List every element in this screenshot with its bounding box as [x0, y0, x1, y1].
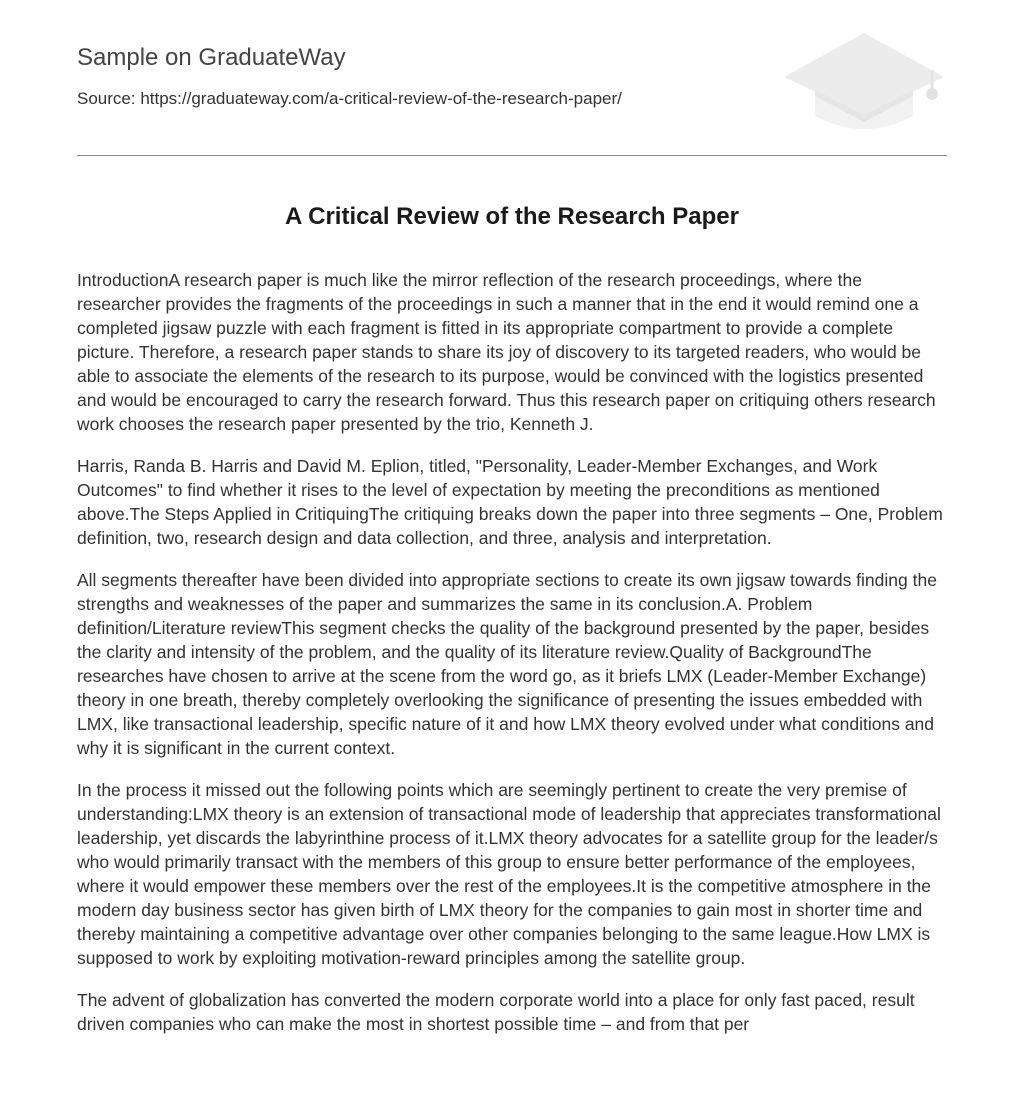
header-divider — [77, 155, 947, 156]
source-line — [77, 89, 622, 109]
article-paragraph: IntroductionA research paper is much like the mirror reflection of the research proceedings, where the researcher provides the fragments of the proceedings in such a manner that in the end it would remind one a completed jigsaw puzzle with each fragment is fitted in its appropriate compartment to provide a complete picture. Therefore, a research paper stands to share its joy of discovery to its targeted readers, who would be able to associate the elements of the research to its purpose, would be convinced with the logistics presented and would be encouraged to carry the research forward. Thus this research paper on critiquing others research work chooses the research paper presented by the trio, Kenneth J. — [77, 270, 936, 434]
article-body — [77, 268, 947, 1054]
graduation-cap-icon — [782, 30, 947, 134]
article-paragraph: Harris, Randa B. Harris and David M. Eplion, titled, "Personality, Leader-Member Exchanges, and Work Outcomes" to find whether it rises to the level of expectation by meeting the preconditions as mentioned above.The Steps Applied in CritiquingThe critiquing breaks down the paper into three segments – One, Problem definition, two, research design and data collection, and three, analysis and interpretation. — [77, 456, 943, 548]
source-label: Source: — [77, 89, 136, 108]
site-title: Sample on GraduateWay — [77, 44, 346, 71]
source-link[interactable]: https://graduateway.com/a-critical-review-of-the-research-paper/ — [140, 89, 622, 108]
article-paragraph: The advent of globalization has converted the modern corporate world into a place for only fast paced, result driven companies who can make the most in shortest possible time – and from that per — [77, 990, 915, 1034]
article-paragraph: In the process it missed out the following points which are seemingly pertinent to create the very premise of understanding:LMX theory is an extension of transactional mode of leadership that appreciates transformational leadership, yet discards the labyrinthine process of it.LMX theory advocates for a satellite group for the leader/s who would primarily transact with the members of this group to ensure better performance of the employees, where it would empower these members over the rest of the employees.It is the competitive atmosphere in the modern day business sector has given birth of LMX theory for the companies to gain most in shorter time and thereby maintaining a competitive advantage over other companies belonging to the same league.How LMX is supposed to work by exploiting motivation-reward principles among the satellite group. — [77, 780, 941, 968]
article-paragraph: All segments thereafter have been divided into appropriate sections to create its own jigsaw towards finding the strengths and weaknesses of the paper and summarizes the same in its conclusion.A. Problem definition/Literature reviewThis segment checks the quality of the background presented by the paper, besides the clarity and intensity of the problem, and the quality of its literature review.Quality of BackgroundThe researches have chosen to arrive at the scene from the word go, as it briefs LMX (Leader-Member Exchange) theory in one breath, thereby completely overlooking the significance of presenting the issues embedded with LMX, like transactional leadership, specific nature of it and how LMX theory evolved under what conditions and why it is significant in the current context. — [77, 570, 937, 758]
page-header — [77, 0, 947, 156]
page-title: A Critical Review of the Research Paper — [285, 203, 739, 230]
